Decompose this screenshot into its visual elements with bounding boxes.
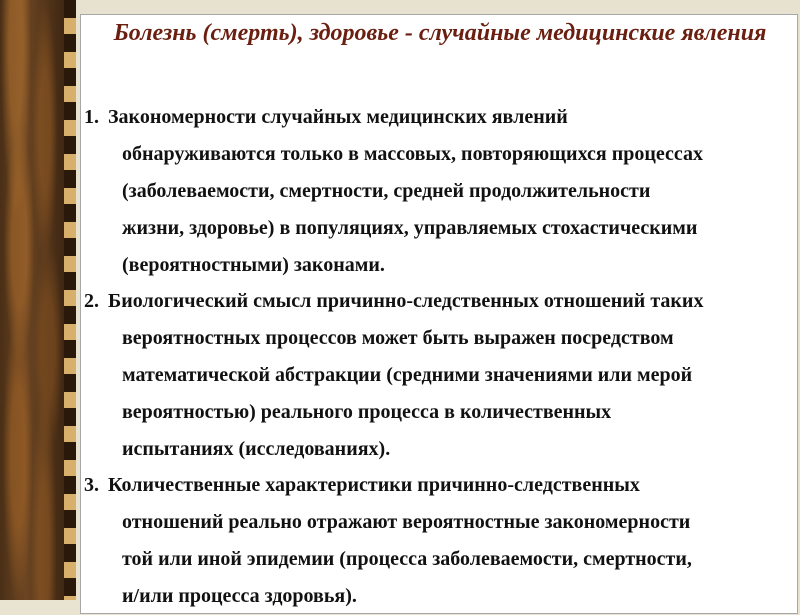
list-item-line: вероятностных процессов может быть выражен посредством	[122, 327, 674, 349]
list-item-3	[84, 467, 778, 615]
decorative-left-band	[0, 0, 64, 600]
list-item-line: и/или процесса здоровья).	[122, 585, 357, 607]
list-item-number: 1.	[84, 106, 99, 128]
list-item-line: той или иной эпидемии (процесса заболеваемости, смертности,	[122, 548, 692, 570]
list-item-number: 3.	[84, 474, 99, 496]
list-item-line: жизни, здоровье) в популяциях, управляемых стохастическими	[122, 217, 698, 239]
slide-title: Болезнь (смерть), здоровье - случайные медицинские явления	[113, 20, 767, 46]
list-item-2	[84, 283, 778, 468]
list-item-line: отношений реально отражают вероятностные закономерности	[122, 511, 691, 533]
list-item-number: 2.	[84, 290, 99, 312]
list-item-line: Биологический смысл причинно-следственных отношений таких	[108, 290, 704, 312]
decorative-stripe	[64, 0, 76, 600]
list-item-line: Закономерности случайных медицинских явлений	[108, 106, 568, 128]
list-item-line: вероятностью) реального процесса в количественных	[122, 401, 612, 423]
list-item-line: обнаруживаются только в массовых, повторяющихся процессах	[122, 143, 703, 165]
list-item-line: (заболеваемости, смертности, средней продолжительности	[122, 180, 651, 202]
list-item-line: испытаниях (исследованиях).	[122, 438, 391, 460]
list-item-1	[84, 99, 778, 284]
list-item-line: Количественные характеристики причинно-следственных	[108, 474, 640, 496]
list-item-line: (вероятностными) законами.	[122, 254, 385, 276]
list-item-line: математической абстракции (средними значениями или мерой	[122, 364, 693, 386]
